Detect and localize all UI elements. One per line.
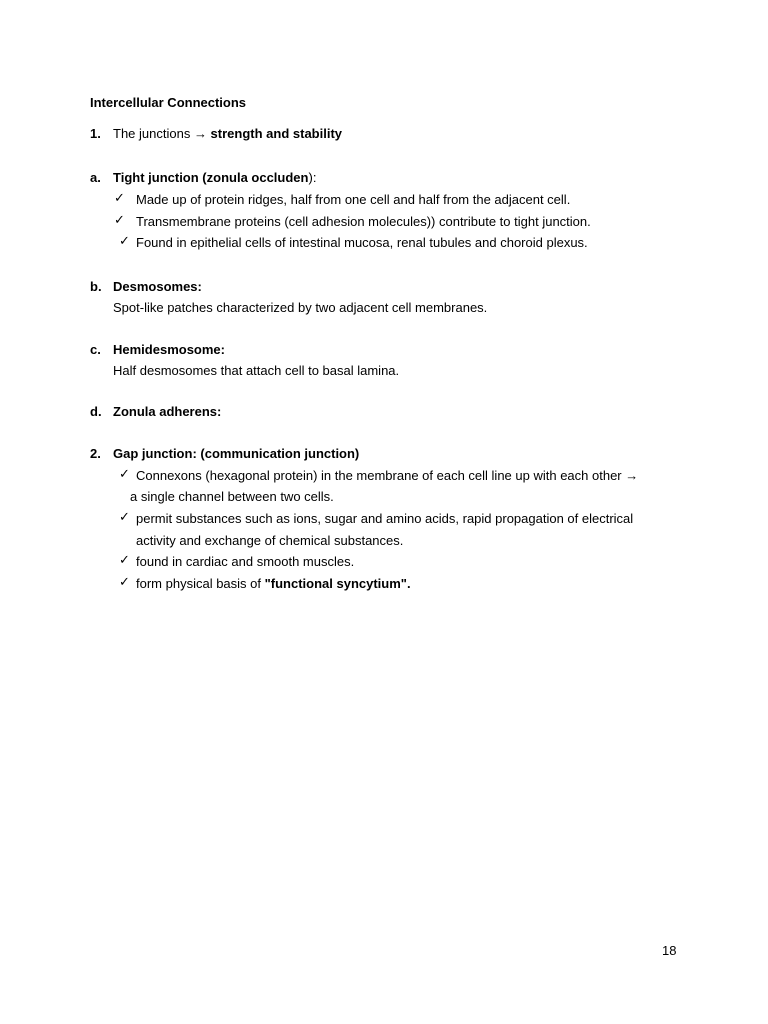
tight-junction-heading-tail: ): <box>308 170 317 185</box>
check-icon: ✓ <box>119 552 130 567</box>
gap-bullet-4 <box>136 577 411 590</box>
doc-title: Intercellular Connections <box>90 95 247 110</box>
check-icon: ✓ <box>114 190 125 205</box>
check-icon: ✓ <box>114 212 125 227</box>
tight-bullet-2: Transmembrane proteins (cell adhesion molecules)) contribute to tight junction. <box>136 214 591 229</box>
gap-bullet-1-line-2: a single channel between two cells. <box>130 489 334 504</box>
arrow-icon: → <box>193 126 207 141</box>
gap-bullet-3: found in cardiac and smooth muscles. <box>136 554 355 569</box>
check-icon: ✓ <box>119 509 130 524</box>
check-icon: ✓ <box>119 233 130 248</box>
gap-bullet-4-plain: form physical basis of <box>136 576 265 591</box>
gap-bullet-4-bold: "functional syncytium". <box>264 576 411 591</box>
item-a-marker: a. <box>90 170 101 185</box>
desmosomes-heading: Desmosomes: <box>113 279 202 294</box>
gap-bullet-2-line-2: activity and exchange of chemical substances. <box>136 533 404 548</box>
item-1-text-bold: strength and stability <box>206 126 343 141</box>
desmosomes-text: Spot-like patches characterized by two adjacent cell membranes. <box>113 300 488 315</box>
tight-bullet-3: Found in epithelial cells of intestinal mucosa, renal tubules and choroid plexus. <box>136 235 588 250</box>
item-b-marker: b. <box>90 279 102 294</box>
check-icon: ✓ <box>119 574 130 589</box>
gap-junction-heading: Gap junction: (communication junction) <box>113 446 360 461</box>
zonula-adherens-heading: Zonula adherens: <box>113 404 222 419</box>
item-1-text <box>113 127 342 140</box>
tight-junction-heading <box>113 171 316 184</box>
hemidesmosome-heading: Hemidesmosome: <box>113 342 225 357</box>
hemidesmosome-text: Half desmosomes that attach cell to basal lamina. <box>113 363 400 378</box>
tight-junction-heading-bold: Tight junction (zonula occluden <box>113 170 309 185</box>
item-2-marker: 2. <box>90 446 101 461</box>
item-1-text-plain: The junctions <box>113 126 194 141</box>
gap-bullet-2-line-1: permit substances such as ions, sugar and amino acids, rapid propagation of electrical <box>136 511 634 526</box>
check-icon: ✓ <box>119 466 130 481</box>
item-d-marker: d. <box>90 404 102 419</box>
tight-bullet-1: Made up of protein ridges, half from one cell and half from the adjacent cell. <box>136 192 571 207</box>
gap-bullet-1-line-1: Connexons (hexagonal protein) in the membrane of each cell line up with each other → <box>136 468 639 483</box>
page-number: 18 <box>662 943 677 958</box>
item-1-marker: 1. <box>90 126 101 141</box>
item-c-marker: c. <box>90 342 101 357</box>
